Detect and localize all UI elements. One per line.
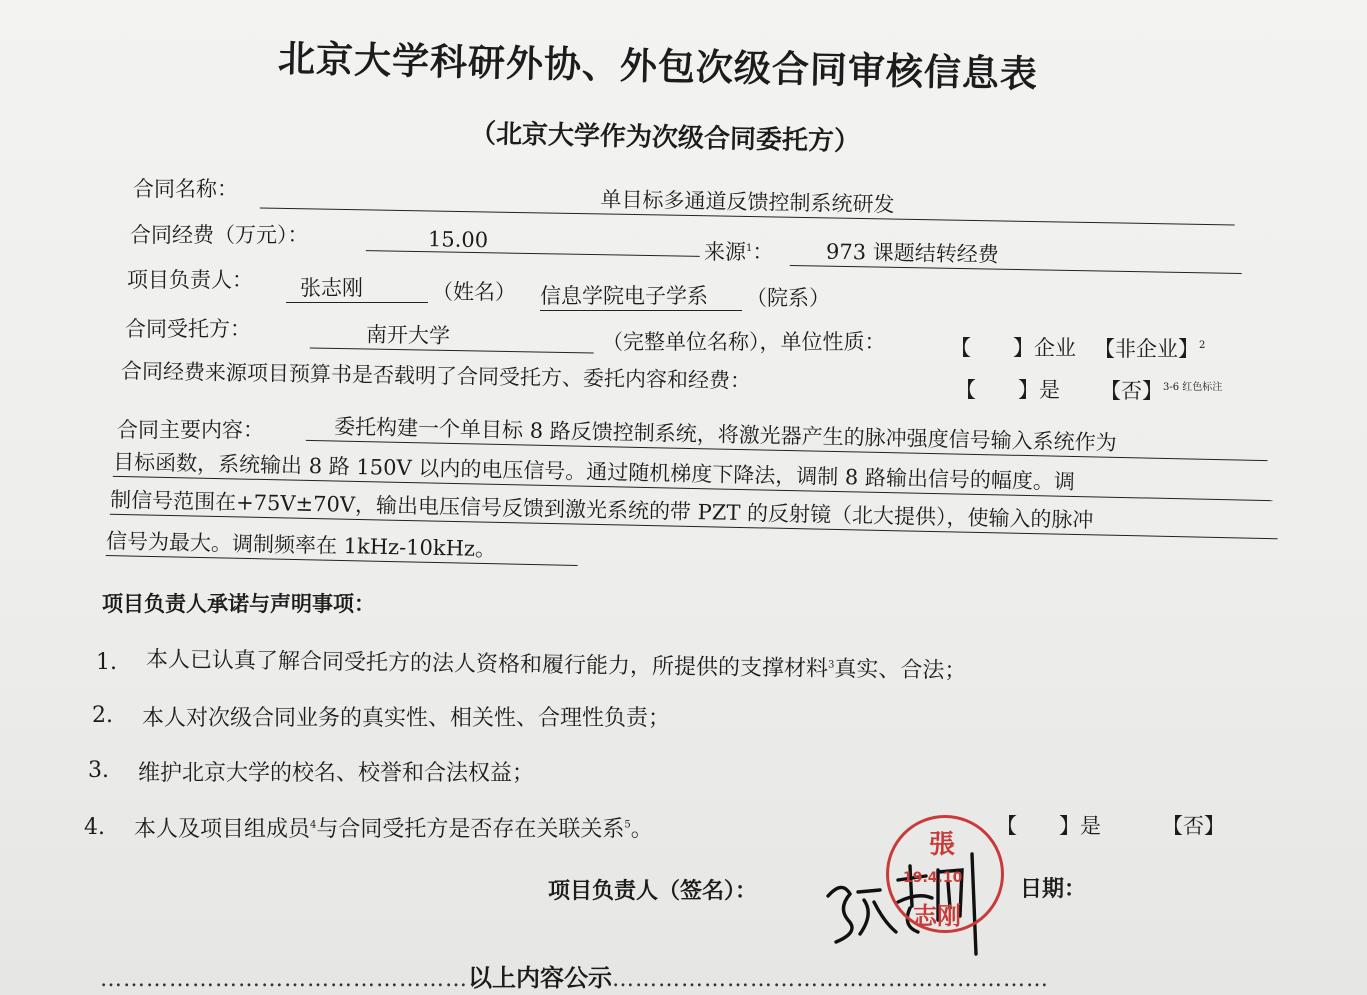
public-notice-text: 以上内容公示 bbox=[468, 964, 612, 992]
budget-yes-option: 【 】是 bbox=[955, 378, 1060, 402]
contractee-hint: （完整单位名称），单位性质： bbox=[602, 330, 886, 354]
fee-source-value: 973 课题结转经费 bbox=[790, 235, 1242, 274]
main-content-line-1: 委托构建一个单目标 8 路反馈控制系统，将激光器产生的脉冲强度信号输入系统作为 bbox=[306, 410, 1268, 461]
public-notice-line: …………………………………………以上内容公示………………………………………………… bbox=[100, 964, 1049, 992]
enterprise-option: 【 】企业 bbox=[950, 336, 1076, 360]
project-leader-dept: 信息学院电子学系 bbox=[540, 280, 742, 311]
item-3-number: 3. bbox=[88, 758, 109, 783]
item-3-text: 维护北京大学的校名、校誉和合法权益； bbox=[138, 761, 535, 786]
contract-name-label: 合同名称： bbox=[133, 177, 238, 201]
main-content-line-3: 制信号范围在+75V±70V，输出电压信号反馈到激光系统的带 PZT 的反射镜（北大提供），使输入的脉冲 bbox=[110, 484, 1278, 539]
date-label: 日期： bbox=[1020, 877, 1087, 902]
main-content-line-4: 信号为最大。调制频率在 1kHz-10kHz。 bbox=[106, 525, 579, 566]
item-1-text: 本人已认真了解合同受托方的法人资格和履行能力，所提供的支撑材料$^3$真实、合法； bbox=[145, 647, 967, 684]
contract-fee-value: 15.00 bbox=[366, 226, 700, 257]
contract-name-value: 单目标多通道反馈控制系统研发 bbox=[260, 177, 1235, 225]
name-hint: （姓名） bbox=[432, 280, 516, 304]
dept-hint: （院系） bbox=[746, 286, 830, 310]
item-2-text: 本人对次级合同业务的真实性、相关性、合理性负责； bbox=[142, 706, 671, 731]
commitments-heading: 项目负责人承诺与声明事项： bbox=[102, 592, 375, 616]
item-4-text: 本人及项目组成员$^4$与合同受托方是否存在关联关系$^5$。 bbox=[134, 817, 653, 842]
document-title: 北京大学科研外协、外包次级合同审核信息表 bbox=[277, 37, 1039, 96]
item-2-number: 2. bbox=[92, 703, 113, 728]
project-leader-name: 张志刚 bbox=[286, 272, 428, 303]
non-enterprise-option: 【非企业】$^2$ bbox=[1094, 337, 1206, 361]
item-1-number: 1. bbox=[96, 650, 117, 675]
main-content-label: 合同主要内容： bbox=[117, 418, 264, 442]
contractee-label: 合同受托方： bbox=[125, 317, 251, 341]
budget-no-option: 【否】$^{3-6 红色标注}$ bbox=[1100, 379, 1223, 403]
item-4-number: 4. bbox=[84, 815, 105, 840]
item-4-yes-option: 【 】是 bbox=[996, 814, 1101, 838]
document-subtitle: （北京大学作为次级合同委托方） bbox=[469, 118, 861, 158]
signature-label: 项目负责人（签名）： bbox=[548, 879, 758, 904]
contractee-value: 南开大学 bbox=[310, 318, 594, 354]
project-leader-label: 项目负责人： bbox=[127, 268, 253, 292]
item-4-no-option: 【否】 bbox=[1162, 814, 1225, 838]
budget-question: 合同经费来源项目预算书是否载明了合同受托方、委托内容和经费： bbox=[120, 359, 752, 393]
contract-fee-label: 合同经费（万元）： bbox=[130, 223, 309, 247]
fee-source-label: 来源$^1$： bbox=[704, 240, 774, 264]
red-seal-stamp: 張 19.4.10 志刚 bbox=[886, 815, 1004, 933]
main-content-line-2: 目标函数，系统输出 8 路 150V 以内的电压信号。通过随机梯度下降法，调制 8 路输出信号的幅度。调 bbox=[113, 446, 1273, 501]
